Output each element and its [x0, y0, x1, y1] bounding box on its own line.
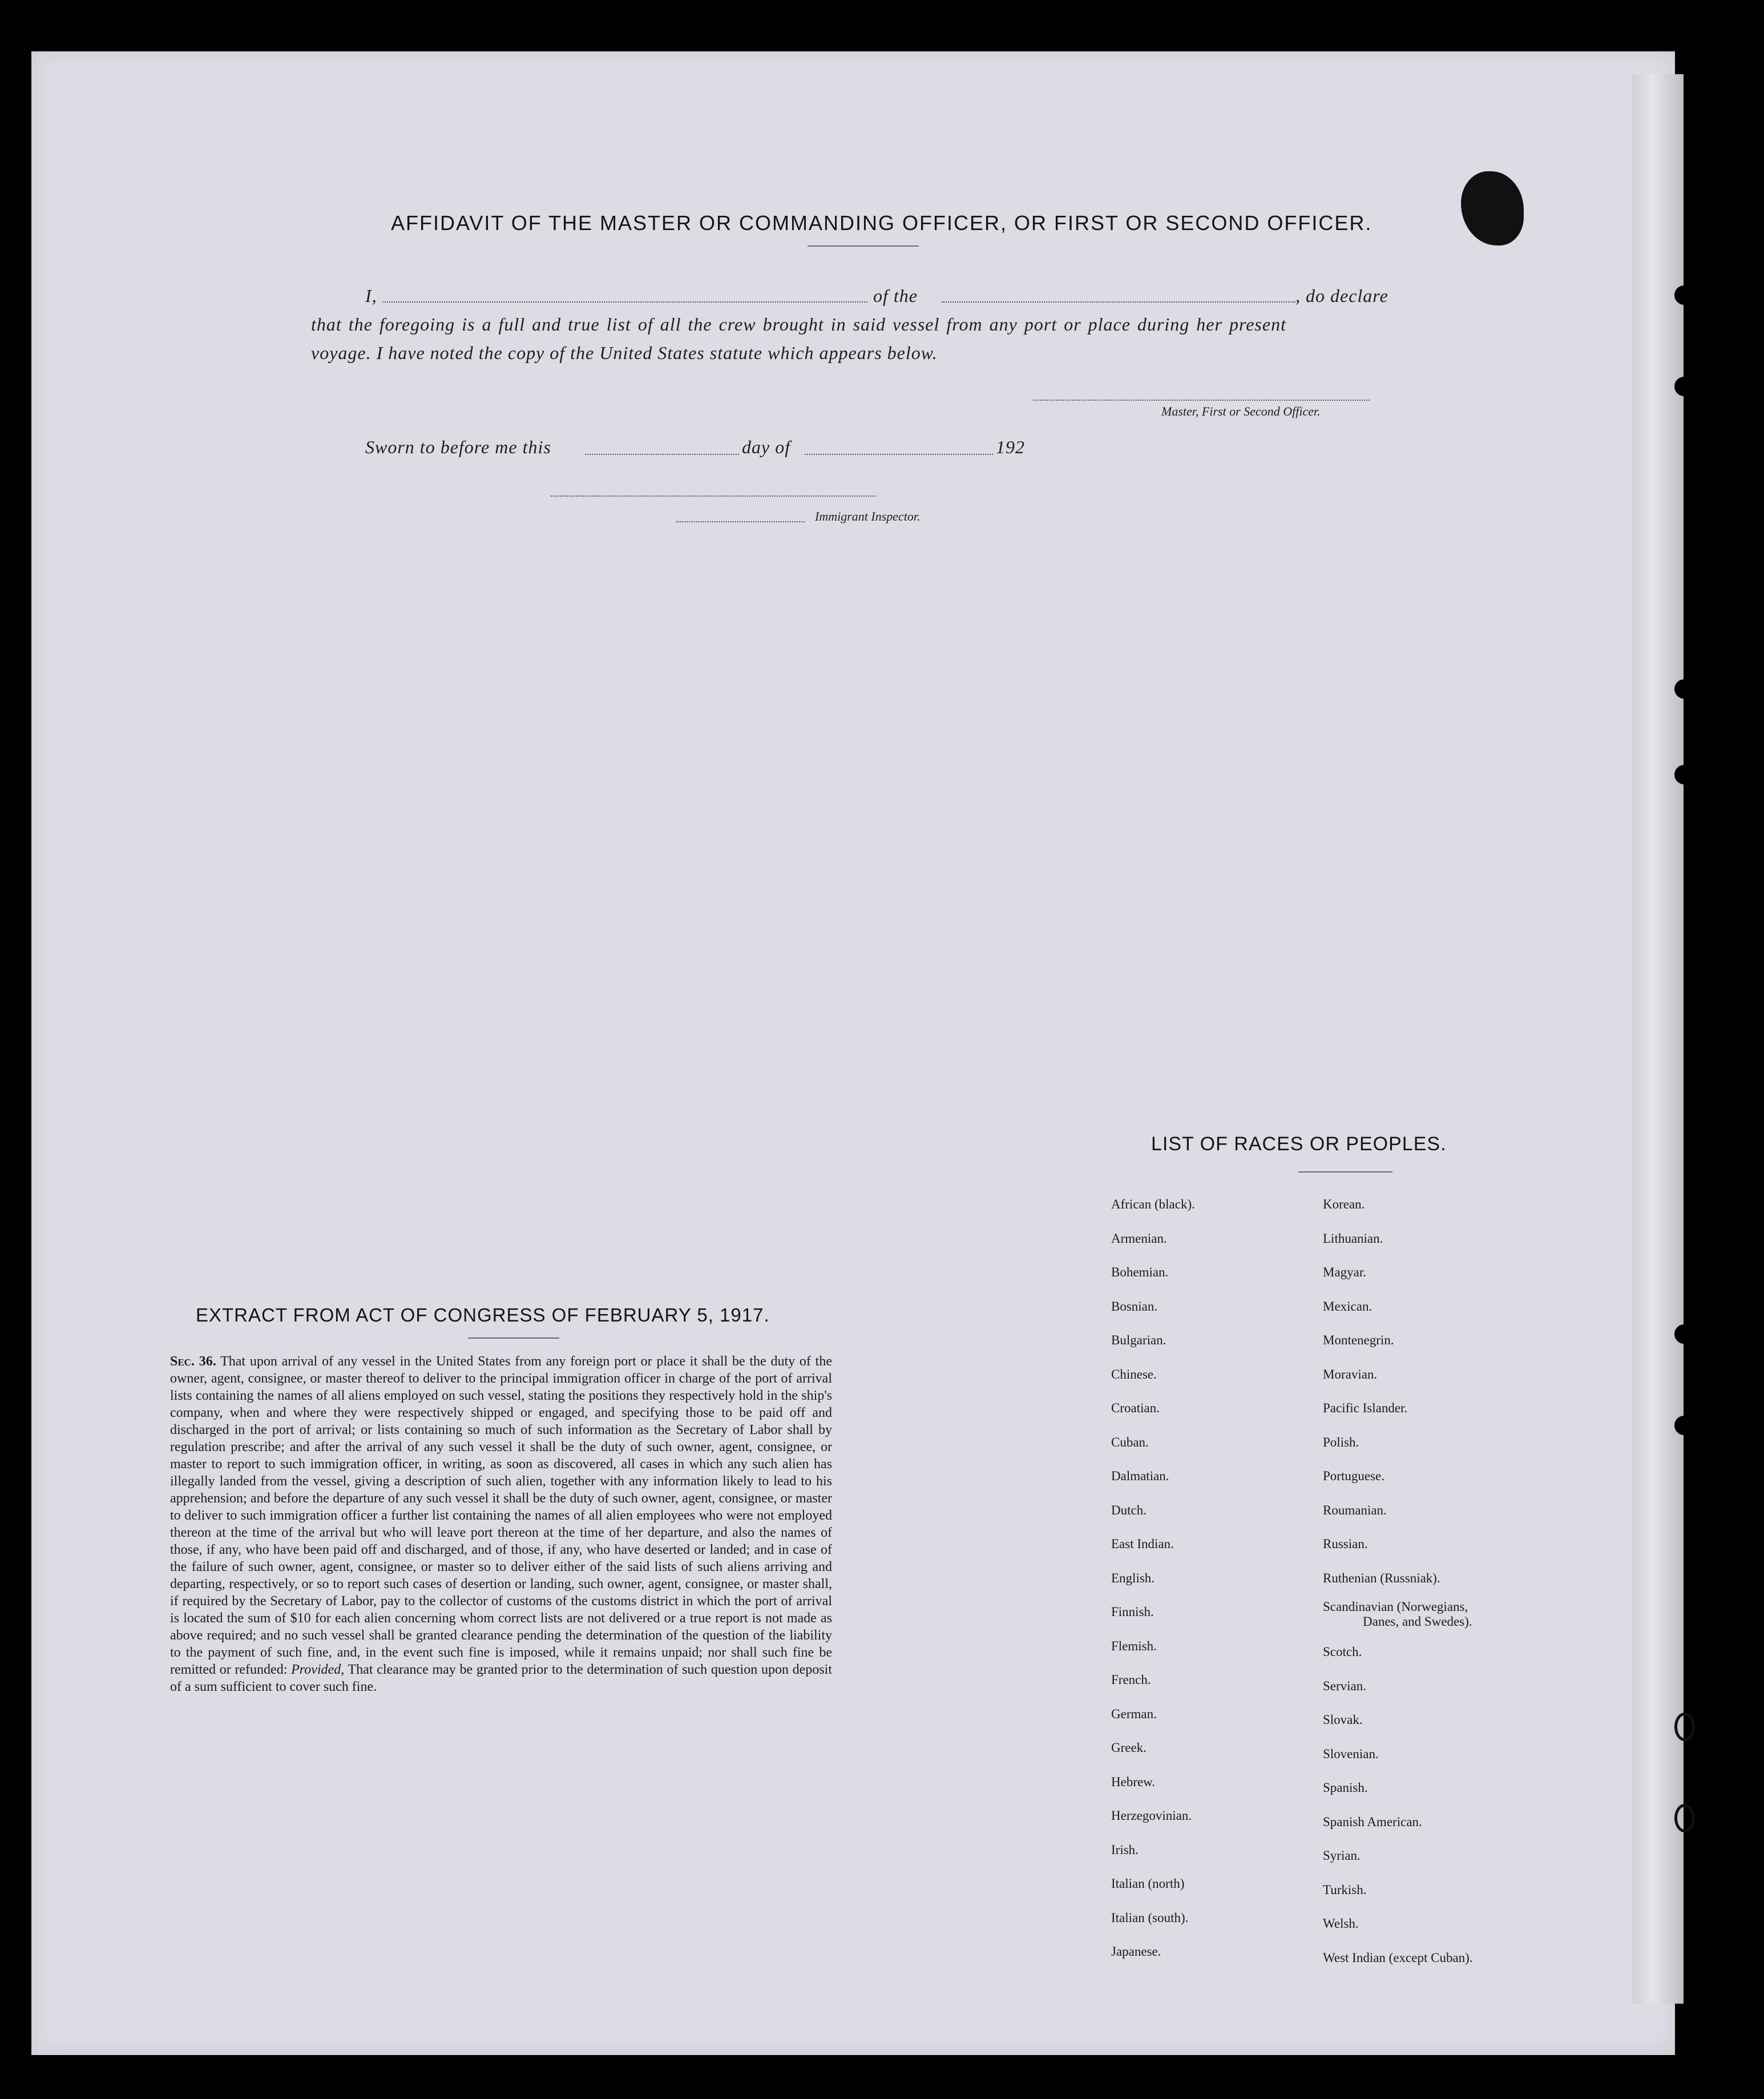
- day-blank: [585, 454, 739, 455]
- section-label: Sec. 36.: [170, 1354, 216, 1369]
- race-item: Slovenian.: [1323, 1746, 1379, 1761]
- race-item: Welsh.: [1323, 1916, 1359, 1931]
- race-item: Japanese.: [1111, 1944, 1161, 1959]
- title-underline: [808, 245, 919, 247]
- race-item: Bosnian.: [1111, 1299, 1158, 1314]
- race-item: Syrian.: [1323, 1848, 1361, 1863]
- sworn-year: 192: [996, 437, 1025, 457]
- race-item: Ruthenian (Russniak).: [1323, 1570, 1440, 1585]
- race-item: Spanish.: [1323, 1780, 1368, 1795]
- race-item: English.: [1111, 1570, 1155, 1585]
- race-item: Armenian.: [1111, 1231, 1167, 1246]
- race-item: Dalmatian.: [1111, 1469, 1169, 1483]
- provided-word: Provided,: [291, 1662, 345, 1677]
- affidavit-line-1-mid: of the: [873, 285, 918, 306]
- race-item: Herzegovinian.: [1111, 1808, 1192, 1823]
- vessel-blank: [942, 301, 1295, 303]
- races-column-2: [1323, 1187, 1528, 1975]
- race-item: East Indian.: [1111, 1537, 1174, 1551]
- extract-body-end: That clearance may be granted prior to the determination of such question upon deposit of a sum sufficient to cover such fine.: [170, 1662, 833, 1694]
- inspector-name-blank: [676, 521, 805, 522]
- race-item: Bulgarian.: [1111, 1333, 1166, 1347]
- punch-hole: [1674, 1804, 1695, 1832]
- race-item: [1323, 1595, 1528, 1635]
- extract-body-text: That upon arrival of any vessel in the United States from any foreign port or place it shall be the duty of the owner, agent, consignee, or master thereof to deliver to the principal immigration officer in charge of the port of arrival lists containing the names of all aliens employed on such vessel, stating the positions they respectively hold in the ship's company, when and where they were respectively shipped or engaged, and specifying those to be paid off and discharged in the port of arrival; or lists containing so much of such information as the Secretary of Labor shall by regulation prescribe; and after the arrival of any such vessel it shall be the duty of such owner, agent, consignee, or master to report to such immigration officer, in writing, as soon as discovered, all cases in which any such alien has illegally landed from the vessel, giving a description of such alien, together with any information likely to lead to his apprehension; and before the departure of any such vessel it shall be the duty of such owner, agent, consignee, or master to deliver to such immigration officer a further list containing the names of all alien employees who were not employed thereon at the time of the arrival but who will leave port thereon at the time of her departure, and also the names of those, if any, who have been paid off and discharged, and of those, if any, who have deserted or landed; and in case of the failure of such owner, agent, consignee, or master so to deliver either of the said lists of such aliens arriving and departing, respectively, or so to report such cases of desertion or landing, such owner, agent, consignee, or master shall, if required by the Secretary of Labor, pay to the collector of customs of the customs district in which the port of arrival is located the sum of $10 for each alien concerning whom correct lists are not delivered or a true report is not made as above required; and no such vessel shall be granted clearance pending the determination of the question of the liability to the payment of such fine, and, in the event such fine is imposed, while it remains unpaid; nor shall such fine be remitted or refunded:: [170, 1354, 832, 1677]
- race-item: Portuguese.: [1323, 1469, 1384, 1483]
- name-blank: [382, 301, 867, 303]
- race-item-line: Scandinavian (Norwegians,: [1323, 1600, 1468, 1614]
- race-item: African (black).: [1111, 1197, 1195, 1211]
- extract-body: [170, 1353, 832, 1695]
- sworn-day-of: day of: [742, 437, 791, 457]
- race-item: Irish.: [1111, 1842, 1139, 1857]
- races-underline: [1298, 1171, 1392, 1173]
- race-item: Chinese.: [1111, 1367, 1157, 1381]
- race-item: Dutch.: [1111, 1502, 1147, 1517]
- race-item: French.: [1111, 1673, 1151, 1687]
- affidavit-title: AFFIDAVIT OF THE MASTER OR COMMANDING OFFICER, OR FIRST OR SECOND OFFICER.: [391, 211, 1373, 235]
- race-item: Lithuanian.: [1323, 1231, 1383, 1246]
- race-item: Finnish.: [1111, 1605, 1154, 1619]
- race-item: Russian.: [1323, 1537, 1368, 1551]
- affidavit-line-3: voyage. I have noted the copy of the United States statute which appears below.: [311, 343, 938, 363]
- race-item: West Indian (except Cuban).: [1323, 1950, 1473, 1965]
- affidavit-line-1-end: , do declare: [1295, 285, 1388, 306]
- punch-hole: [1674, 377, 1694, 396]
- race-item: Mexican.: [1323, 1299, 1373, 1314]
- extract-underline: [468, 1337, 559, 1339]
- race-item: Pacific Islander.: [1323, 1401, 1408, 1415]
- punch-hole: [1674, 1416, 1694, 1435]
- extract-title: EXTRACT FROM ACT OF CONGRESS OF FEBRUARY 5, 1917.: [196, 1304, 770, 1326]
- page-edge: [1632, 74, 1684, 2004]
- race-item: Servian.: [1323, 1678, 1367, 1693]
- race-item: Italian (south).: [1111, 1910, 1189, 1925]
- signature-blank: [1033, 400, 1370, 401]
- race-item: Montenegrin.: [1323, 1333, 1394, 1347]
- race-item-continuation: Danes, and Swedes).: [1363, 1614, 1472, 1629]
- race-item: Greek.: [1111, 1741, 1147, 1755]
- punch-hole: [1674, 1713, 1695, 1741]
- inspector-caption: Immigrant Inspector.: [815, 509, 921, 523]
- race-item: Magyar.: [1323, 1265, 1367, 1279]
- race-item: Italian (north): [1111, 1876, 1185, 1891]
- race-item: Korean.: [1323, 1197, 1365, 1211]
- races-column-1: [1111, 1187, 1195, 1969]
- race-item: Cuban.: [1111, 1435, 1149, 1449]
- race-item: Bohemian.: [1111, 1265, 1169, 1279]
- race-item: German.: [1111, 1706, 1157, 1721]
- race-item: Slovak.: [1323, 1713, 1363, 1727]
- punch-hole: [1674, 285, 1694, 305]
- race-item: Hebrew.: [1111, 1774, 1156, 1789]
- race-item: Moravian.: [1323, 1367, 1378, 1381]
- race-item: Scotch.: [1323, 1645, 1362, 1659]
- affidavit-line-2: that the foregoing is a full and true list of all the crew brought in said vessel from any port or place during her present: [311, 314, 1286, 335]
- race-item: Croatian.: [1111, 1401, 1160, 1415]
- race-item: Spanish American.: [1323, 1814, 1422, 1829]
- races-title: LIST OF RACES OR PEOPLES.: [1151, 1133, 1447, 1155]
- punch-hole: [1674, 1324, 1694, 1344]
- signer-caption: Master, First or Second Officer.: [1161, 404, 1321, 418]
- punch-hole: [1674, 765, 1694, 784]
- race-item: Turkish.: [1323, 1882, 1367, 1897]
- race-item: Polish.: [1323, 1435, 1359, 1449]
- punch-hole: [1674, 679, 1694, 699]
- month-blank: [805, 454, 993, 455]
- race-item: Flemish.: [1111, 1638, 1157, 1653]
- inspector-signature-blank: [551, 495, 876, 497]
- race-item: Roumanian.: [1323, 1502, 1387, 1517]
- affidavit-line-1-start: I,: [365, 285, 377, 306]
- sworn-text: Sworn to before me this: [365, 437, 551, 457]
